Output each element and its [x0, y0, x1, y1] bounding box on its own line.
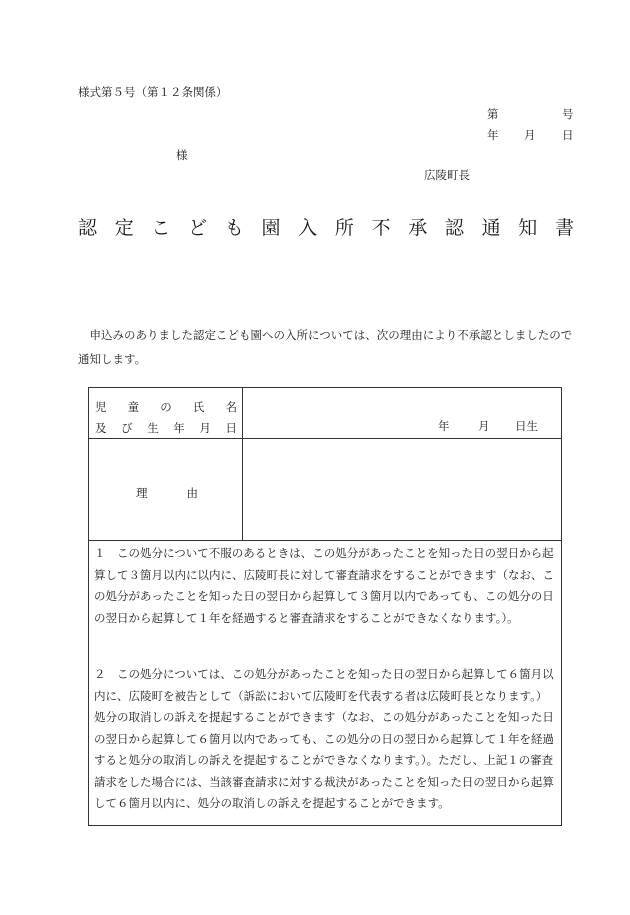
- notice-table: [88, 387, 562, 826]
- addressee-honorific: 様: [176, 148, 188, 162]
- title-char: 認: [444, 217, 464, 239]
- issuer-name: 広陵町長: [424, 168, 470, 182]
- title-char: 承: [408, 217, 428, 239]
- title-char: 認: [78, 217, 98, 239]
- label-line-1: 児 童 の 氏 名: [95, 400, 237, 414]
- child-name-birthdate-label: [95, 397, 237, 439]
- document-title: [78, 213, 574, 240]
- title-char: も: [224, 217, 244, 239]
- title-char: 通: [481, 217, 501, 239]
- birth-day-suffix: 日生: [515, 419, 538, 433]
- label-line-2: 及 び 生 年 月 日: [95, 421, 237, 435]
- appeal-notice-1: １ この処分について不服のあるときは、この処分があったことを知った日の翌日から起算して３箇月以内に以内に、広陵町長に対して審査請求をすることができます（なお、この処分があったことを知った日の翌日から起算して３箇月以内であっても、この処分の日の翌日から起算して１年を経過すると審査請求をすることができなくなります。）。: [94, 546, 554, 625]
- birth-month-label: 月: [478, 419, 490, 433]
- document-number-suffix: 号: [562, 107, 574, 121]
- date-day-label: 日: [562, 128, 574, 142]
- appeal-notice-2: ２ この処分については、この処分があったことを知った日の翌日から起算して６箇月以内に、広陵町を被告として（訴訟において広陵町を代表する者は広陵町長となります。）処分の取消しの訴えを提起することができます（なお、この処分があったことを知った日の翌日から起算して６箇月以内であっても、この処分の日の翌日から起算して１年を経過すると処分の取消しの訴えを提起することができなくなります。）。ただし、上記１の審査請求をした場合には、当該審査請求に対する裁決があったことを知った日の翌日から起算して６箇月以内に、処分の取消しの訴えを提起することができます。: [94, 667, 554, 810]
- title-char: 入: [298, 217, 318, 239]
- intro-paragraph: 申込みのありました認定こども園への入所については、次の理由により不承認としましたので通知します。: [78, 328, 573, 366]
- date-year-label: 年: [487, 128, 499, 142]
- document-number-label: 第: [487, 107, 499, 121]
- reason-label: 理 由: [136, 486, 198, 500]
- title-char: 所: [334, 217, 354, 239]
- title-char: 不: [371, 217, 391, 239]
- title-char: 知: [518, 217, 538, 239]
- title-char: 定: [114, 217, 134, 239]
- date-month-label: 月: [524, 128, 536, 142]
- title-char: 書: [554, 217, 574, 239]
- birth-year-label: 年: [438, 419, 450, 433]
- title-char: 園: [261, 217, 281, 239]
- column-divider: [242, 388, 243, 540]
- row-divider: [89, 540, 561, 541]
- form-number: 様式第５号（第１２条関係）: [78, 85, 228, 99]
- title-char: こ: [151, 217, 171, 239]
- title-char: ど: [188, 217, 208, 239]
